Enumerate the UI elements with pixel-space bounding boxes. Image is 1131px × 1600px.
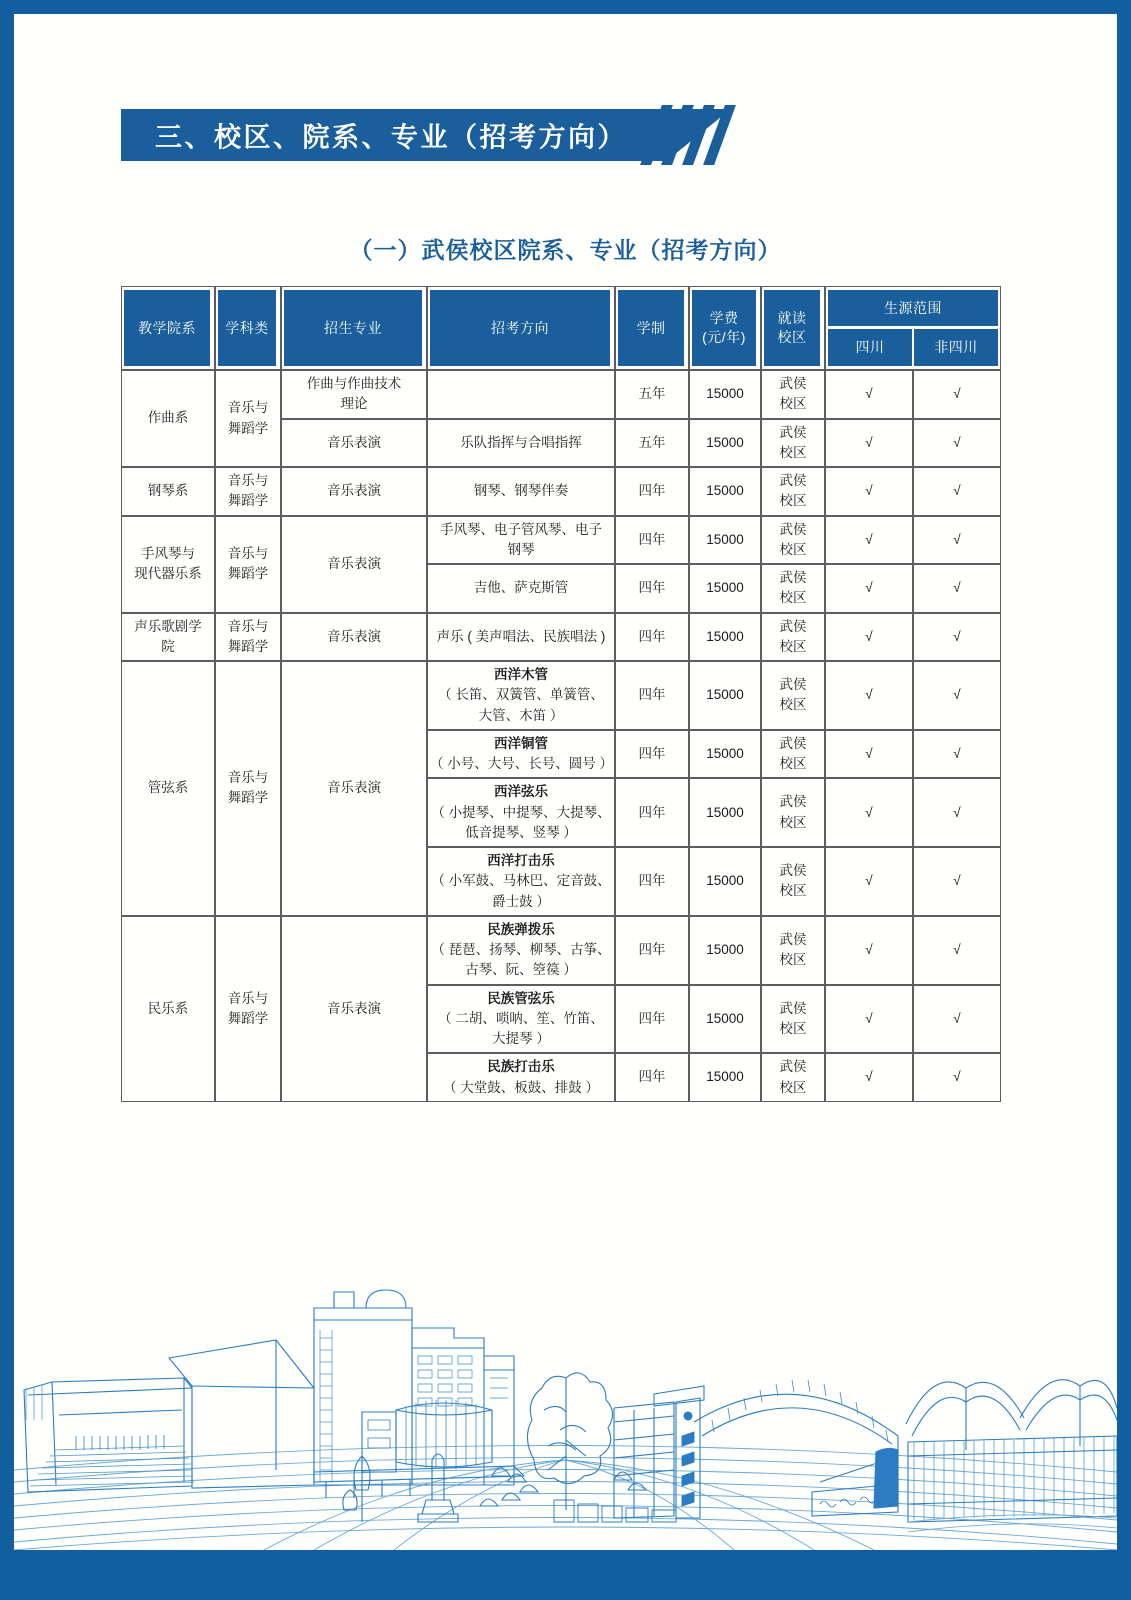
table-row [121,467,1001,516]
cell-major: 音乐表演 [281,613,427,662]
header-campus-label-2: 校区 [777,329,807,345]
subsection-title: （一）武侯校区院系、专业（招考方向） [349,237,782,263]
direction-heading: 民族弹拨乐 [487,921,555,937]
header-tuition [689,286,761,370]
table-header [121,286,1001,370]
direction-detail-line: 手风琴、电子管风琴、电子 [440,521,602,537]
cell-direction [427,1053,615,1102]
cell-direction [427,916,615,985]
cell-direction [427,516,615,565]
cell-discipline: 音乐与 舞蹈学 [215,661,281,916]
direction-detail-line: （ 小军鼓、马林巴、定音鼓、 [431,873,611,889]
header-campus-label-1: 就读 [777,310,807,327]
cell-direction [427,370,615,419]
cell-direction [427,778,615,847]
cell-direction [427,564,615,613]
cell-campus: 武侯 校区 [761,730,825,779]
cell-direction [427,661,615,730]
cell-tuition: 15000 [689,419,761,468]
cell-duration: 四年 [615,778,689,847]
table-row [121,370,1001,419]
cell-source-sichuan: √ [825,916,913,985]
cell-duration: 四年 [615,985,689,1054]
cell-discipline: 音乐与 舞蹈学 [215,370,281,467]
cell-duration: 四年 [615,613,689,662]
header-department-label: 教学院系 [138,319,196,336]
header-department [121,286,215,370]
cell-source-sichuan: √ [825,516,913,565]
cell-tuition: 15000 [689,916,761,985]
direction-detail-line: 古琴、阮、箜篌 ） [465,962,577,978]
cell-direction [427,985,615,1054]
cell-source-sichuan: √ [825,730,913,779]
cell-duration: 四年 [615,467,689,516]
cell-duration: 四年 [615,730,689,779]
direction-detail-line: （ 长笛、双簧管、单簧管、 [438,687,604,703]
cell-source-non-sichuan: √ [913,467,1001,516]
cell-source-non-sichuan: √ [913,847,1001,916]
header-direction [427,286,615,370]
cell-duration: 四年 [615,661,689,730]
cell-major: 音乐表演 [281,419,427,468]
direction-detail-line: （ 二胡、唢呐、笙、竹笛、 [438,1010,604,1026]
cell-department: 声乐歌剧学 院 [121,613,215,662]
cell-campus: 武侯 校区 [761,778,825,847]
cell-tuition: 15000 [689,1053,761,1102]
table-body [121,370,1001,1102]
header-major [281,286,427,370]
cell-source-sichuan: √ [825,985,913,1054]
cell-campus: 武侯 校区 [761,370,825,419]
cell-source-sichuan: √ [825,467,913,516]
table-row [121,916,1001,985]
header-source-non-sichuan-label: 非四川 [934,339,978,356]
header-source-non-sichuan [914,329,998,366]
cell-department: 作曲系 [121,370,215,467]
cell-source-non-sichuan: √ [913,661,1001,730]
cell-major: 音乐表演 [281,661,427,916]
cell-direction [427,613,615,662]
header-discipline-label: 学科类 [225,319,269,336]
cell-campus: 武侯 校区 [761,916,825,985]
cell-campus: 武侯 校区 [761,1053,825,1102]
cell-campus: 武侯 校区 [761,661,825,730]
cell-source-non-sichuan: √ [913,564,1001,613]
direction-detail-line: （ 大堂鼓、板鼓、排鼓 ） [442,1079,599,1095]
direction-detail-line: 爵士鼓 ） [492,893,550,909]
header-campus [761,286,825,370]
cell-major: 作曲与作曲技术 理论 [281,370,427,419]
cell-department: 手风琴与 现代器乐系 [121,516,215,613]
cell-campus: 武侯 校区 [761,516,825,565]
direction-heading: 民族管弦乐 [487,990,555,1006]
direction-detail-line: 低音提琴、竖琴 ） [465,824,577,840]
cell-campus: 武侯 校区 [761,847,825,916]
direction-heading: 民族打击乐 [487,1059,555,1075]
header-source-sichuan-label: 四川 [855,339,885,356]
banner-stripes [645,109,753,161]
cell-source-non-sichuan: √ [913,1053,1001,1102]
campus-skyline-illustration [14,1260,1117,1550]
cell-department: 管弦系 [121,661,215,916]
cell-discipline: 音乐与 舞蹈学 [215,613,281,662]
cell-duration: 四年 [615,1053,689,1102]
cell-major: 音乐表演 [281,916,427,1102]
cell-source-non-sichuan: √ [913,730,1001,779]
cell-duration: 五年 [615,419,689,468]
cell-campus: 武侯 校区 [761,419,825,468]
direction-detail-line: 声乐 ( 美声唱法、民族唱法 ) [436,628,606,644]
direction-heading: 西洋打击乐 [487,853,555,868]
header-direction-label: 招考方向 [491,319,549,336]
section-title: 三、校区、院系、专业（招考方向） [155,122,627,153]
direction-heading: 西洋木管 [494,667,548,682]
direction-detail-line: （ 小号、大号、长号、圆号 ） [430,756,614,771]
cell-source-non-sichuan: √ [913,419,1001,468]
cell-source-sichuan: √ [825,778,913,847]
cell-source-non-sichuan: √ [913,370,1001,419]
direction-detail-line: 乐队指挥与合唱指挥 [460,434,582,450]
cell-tuition: 15000 [689,847,761,916]
cell-campus: 武侯 校区 [761,564,825,613]
cell-tuition: 15000 [689,467,761,516]
cell-source-non-sichuan: √ [913,516,1001,565]
cell-source-sichuan: √ [825,847,913,916]
cell-campus: 武侯 校区 [761,613,825,662]
cell-duration: 四年 [615,564,689,613]
cell-tuition: 15000 [689,778,761,847]
cell-discipline: 音乐与 舞蹈学 [215,467,281,516]
direction-detail-line: 钢琴、钢琴伴奏 [473,483,569,499]
cell-campus: 武侯 校区 [761,985,825,1054]
cell-tuition: 15000 [689,613,761,662]
direction-detail-line: 大提琴 ） [492,1031,550,1046]
cell-source-sichuan: √ [825,1053,913,1102]
cell-duration: 四年 [615,847,689,916]
direction-detail-line: （ 琵琶、扬琴、柳琴、古筝、 [431,942,611,957]
cell-major: 音乐表演 [281,467,427,516]
table-row [121,516,1001,565]
cell-source-sichuan: √ [825,661,913,730]
cell-tuition: 15000 [689,516,761,565]
direction-heading: 西洋铜管 [494,735,548,751]
cell-source-sichuan: √ [825,564,913,613]
direction-detail-line: 吉他、萨克斯管 [473,580,569,596]
direction-detail-line: 大管、木笛 ） [478,707,564,723]
header-tuition-label: 学费 [709,310,739,327]
cell-source-non-sichuan: √ [913,613,1001,662]
cell-duration: 五年 [615,370,689,419]
cell-tuition: 15000 [689,985,761,1054]
table-row [121,613,1001,662]
cell-source-sichuan: √ [825,419,913,468]
majors-table-container [121,286,1001,1102]
header-source-range [825,286,1001,370]
cell-major: 音乐表演 [281,516,427,613]
cell-source-non-sichuan: √ [913,916,1001,985]
cell-campus: 武侯 校区 [761,467,825,516]
cell-tuition: 15000 [689,661,761,730]
cell-source-non-sichuan: √ [913,778,1001,847]
header-discipline [215,286,281,370]
cell-tuition: 15000 [689,564,761,613]
header-duration [615,286,689,370]
cell-department: 钢琴系 [121,467,215,516]
cell-direction [427,730,615,779]
header-source-range-label: 生源范围 [884,299,942,316]
header-tuition-unit: (元/年) [702,329,746,345]
direction-heading: 西洋弦乐 [494,784,548,800]
cell-tuition: 15000 [689,730,761,779]
cell-duration: 四年 [615,516,689,565]
header-source-sichuan [828,329,912,366]
direction-detail-line: （ 小提琴、中提琴、大提琴、 [431,804,611,820]
header-duration-label: 学制 [636,319,666,336]
cell-duration: 四年 [615,916,689,985]
direction-detail-line: 钢琴 [507,541,535,557]
page-canvas [14,14,1117,1586]
bottom-blue-band [14,1550,1117,1586]
cell-department: 民乐系 [121,916,215,1102]
majors-table [121,286,1001,1102]
cell-source-sichuan: √ [825,370,913,419]
section-banner [121,109,731,161]
cell-discipline: 音乐与 舞蹈学 [215,516,281,613]
table-row [121,661,1001,730]
cell-direction [427,467,615,516]
cell-direction [427,847,615,916]
cell-tuition: 15000 [689,370,761,419]
cell-direction [427,419,615,468]
cell-discipline: 音乐与 舞蹈学 [215,916,281,1102]
cell-source-non-sichuan: √ [913,985,1001,1054]
cell-source-sichuan: √ [825,613,913,662]
header-major-label: 招生专业 [324,319,382,336]
